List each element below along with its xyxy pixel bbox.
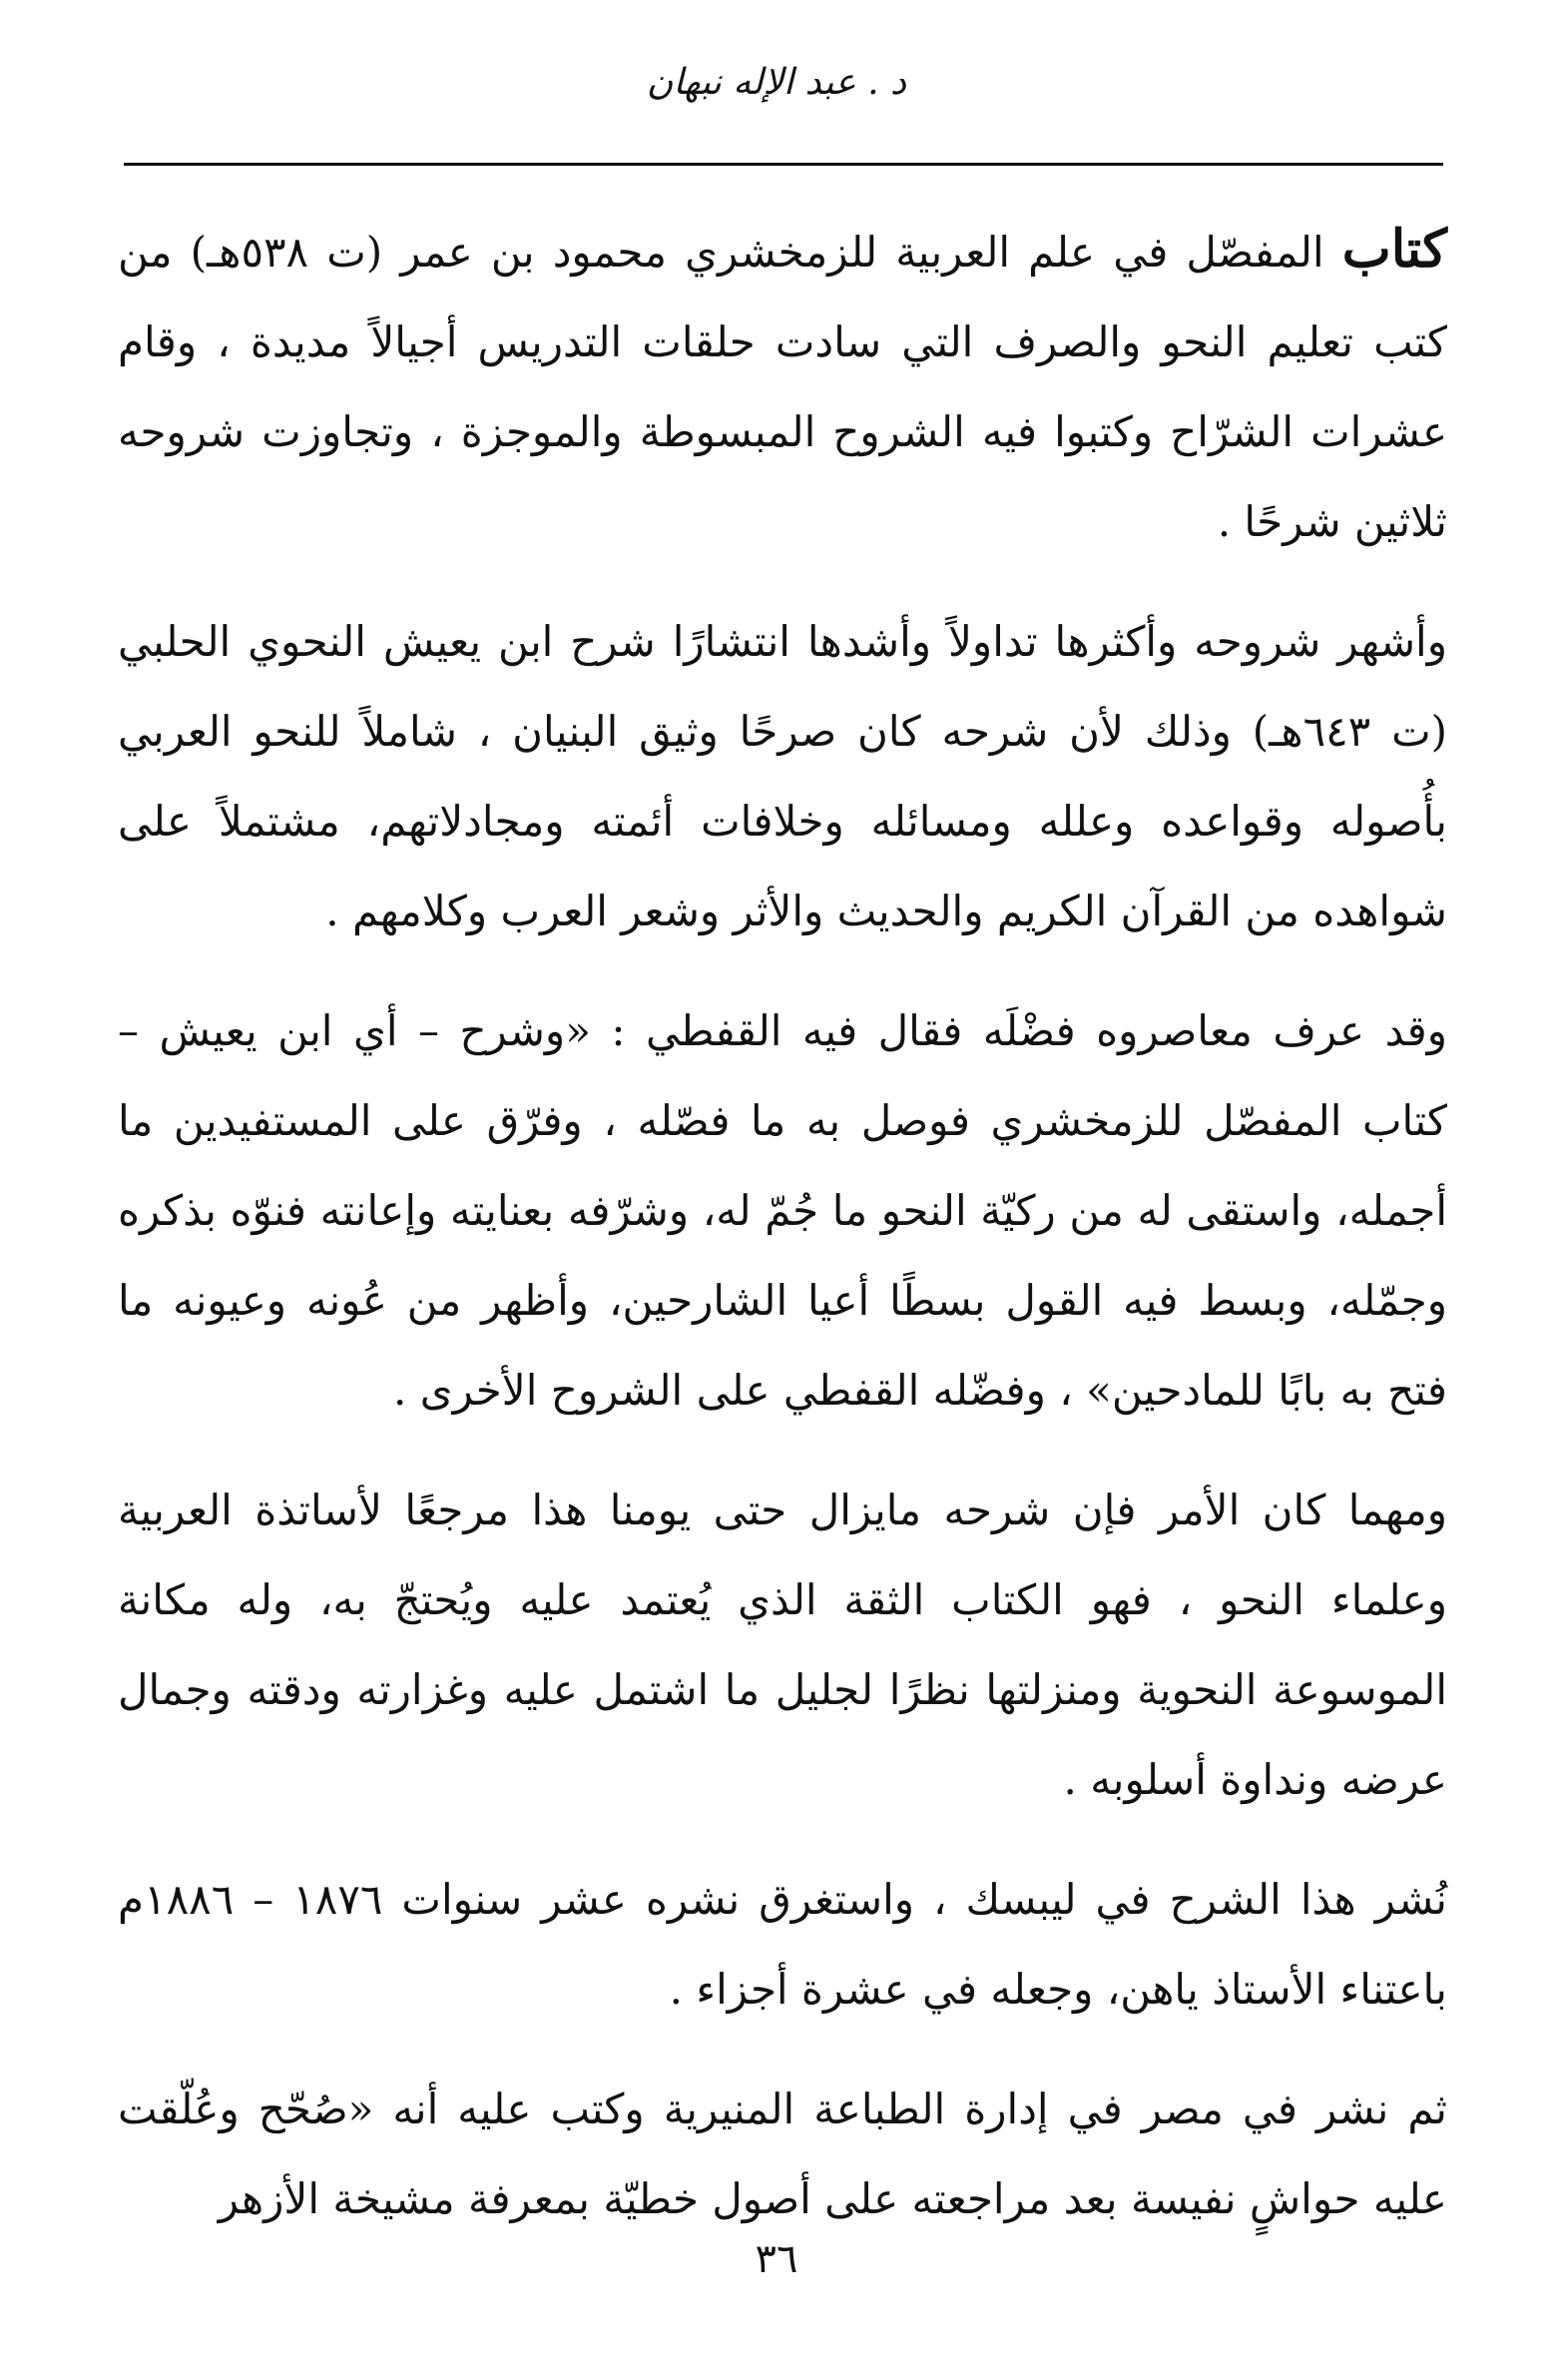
paragraph-5: نُشر هذا الشرح في ليبسك ، واستغرق نشره عشر سنوات ١٨٧٦ – ١٨٨٦م باعتناء الأستاذ ياهن، وجعله في عشرة أجزاء . — [118, 1875, 1447, 2014]
header-divider-rule — [124, 163, 1443, 166]
paragraph-6: ثم نشر في مصر في إدارة الطباعة المنيرية وكتب عليه أنه «صُحّح وعُلّقت عليه حواشٍ نفيسة بعد مراجعته على أصول خطيّة بمعرفة مشيخة الأزهر — [118, 2084, 1447, 2223]
body-text — [118, 205, 1447, 2274]
paragraph-1-text: المفصّل في علم العربية للزمخشري محمود بن عمر (ت ٥٣٨هـ) من كتب تعليم النحو والصرف التي سادت حلقات التدريس أجيالاً مديدة ، وقام عشرات الشرّاح وكتبوا فيه الشروح المبسوطة والموجزة ، وتجاوزت شروحه ثلاثين شرحًا . — [118, 228, 1447, 546]
paragraph-4: ومهما كان الأمر فإن شرحه مايزال حتى يومنا هذا مرجعًا لأساتذة العربية وعلماء النحو ، فهو الكتاب الثقة الذي يُعتمد عليه ويُحتجّ به، وله مكانة الموسوعة النحوية ومنزلتها نظرًا لجليل ما اشتمل عليه وغزارته ودقته وجمال عرضه ونداوة أسلوبه . — [118, 1486, 1447, 1804]
lead-word-kitab: كتاب — [1341, 219, 1447, 280]
paragraph-1 — [118, 205, 1447, 567]
running-header-author: د . عبد الإله نبهان — [646, 62, 907, 103]
paragraph-2: وأشهر شروحه وأكثرها تداولاً وأشدها انتشارًا شرح ابن يعيش النحوي الحلبي (ت ٦٤٣هـ) وذلك لأن شرحه كان صرحًا وثيق البنيان ، شاملاً للنحو العربي بأُصوله وقواعده وعلله ومسائله وخلافات أئمته ومجادلاتهم، مشتملاً على شواهده من القرآن الكريم والحديث والأثر وشعر العرب وكلامهم . — [118, 617, 1447, 935]
page-number: ٣٦ — [755, 2236, 798, 2282]
paragraph-3: وقد عرف معاصروه فضْلَه فقال فيه القفطي : «وشرح – أي ابن يعيش – كتاب المفصّل للزمخشري فوصل به ما فصّله ، وفرّق على المستفيدين ما أجمله، واستقى له من ركيّة النحو ما جُمّ له، وشرّفه بعنايته وإعانته فنوّه بذكره وجمّله، وبسط فيه القول بسطًا أعيا الشارحين، وأظهر من عُونه وعيونه ما فتح به بابًا للمادحين» ، وفضّله القفطي على الشروح الأخرى . — [118, 1006, 1447, 1415]
